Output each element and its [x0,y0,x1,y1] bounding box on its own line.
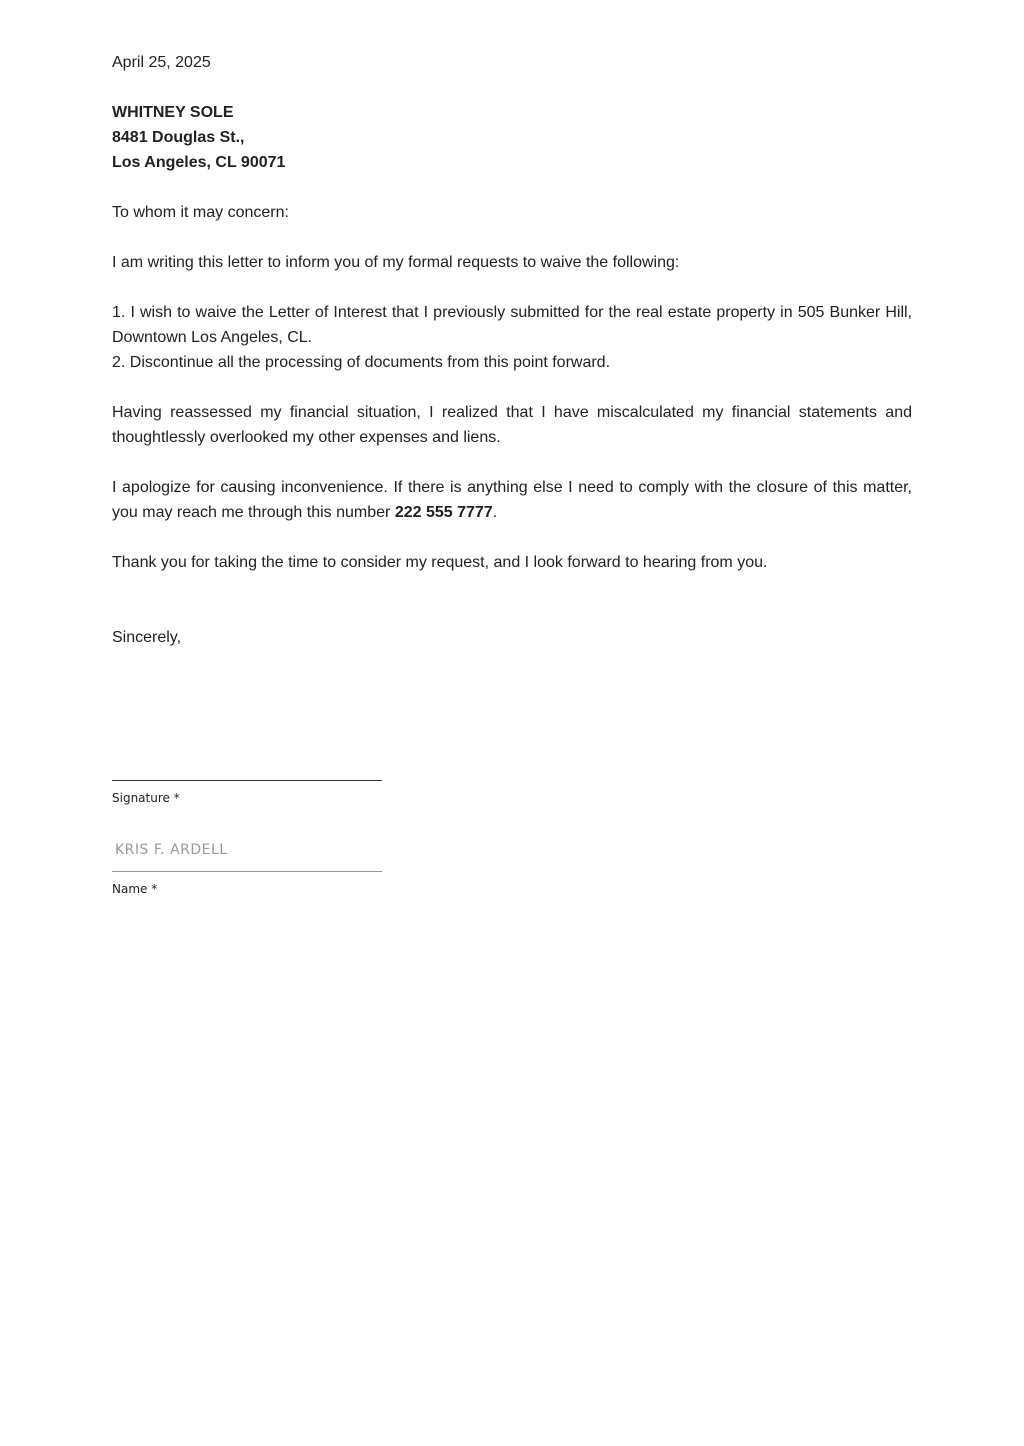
thanks-paragraph: Thank you for taking the time to consider my request, and I look forward to hearing from you. [112,554,768,571]
salutation: To whom it may concern: [112,204,289,221]
name-field-underline [112,871,382,872]
apology-paragraph [112,475,912,525]
recipient-name: WHITNEY SOLE [112,104,234,121]
signature-label: Signature * [112,791,180,805]
signature-form [112,700,382,910]
reason-paragraph: Having reassessed my financial situation, I realized that I have miscalculated my financial statements and thoughtlessly overlooked my other expenses and liens. [112,404,912,446]
name-label: Name * [112,882,158,896]
signature-field[interactable] [112,780,382,781]
intro-paragraph: I am writing this letter to inform you of my formal requests to waive the following: [112,254,680,271]
closing: Sincerely, [112,629,182,646]
phone-number: 222 555 7777 [394,504,493,521]
request-item-2: 2. Discontinue all the processing of documents from this point forward. [112,354,611,371]
apology-text: I apologize for causing inconvenience. If there is anything else I need to comply with the closure of this matter, you may reach me through this number [112,479,912,521]
request-item-1: 1. I wish to waive the Letter of Interest that I previously submitted for the real estate property in 505 Bunker Hill, Downtown Los Angeles, CL. [112,304,912,346]
recipient-address-line1: 8481 Douglas St., [112,129,245,146]
letter-body [112,50,912,650]
apology-end: . [492,504,498,521]
recipient-address-line2: Los Angeles, CL 90071 [112,154,286,171]
letter-date: April 25, 2025 [112,54,211,71]
name-field-value[interactable]: KRIS F. ARDELL [115,842,228,858]
